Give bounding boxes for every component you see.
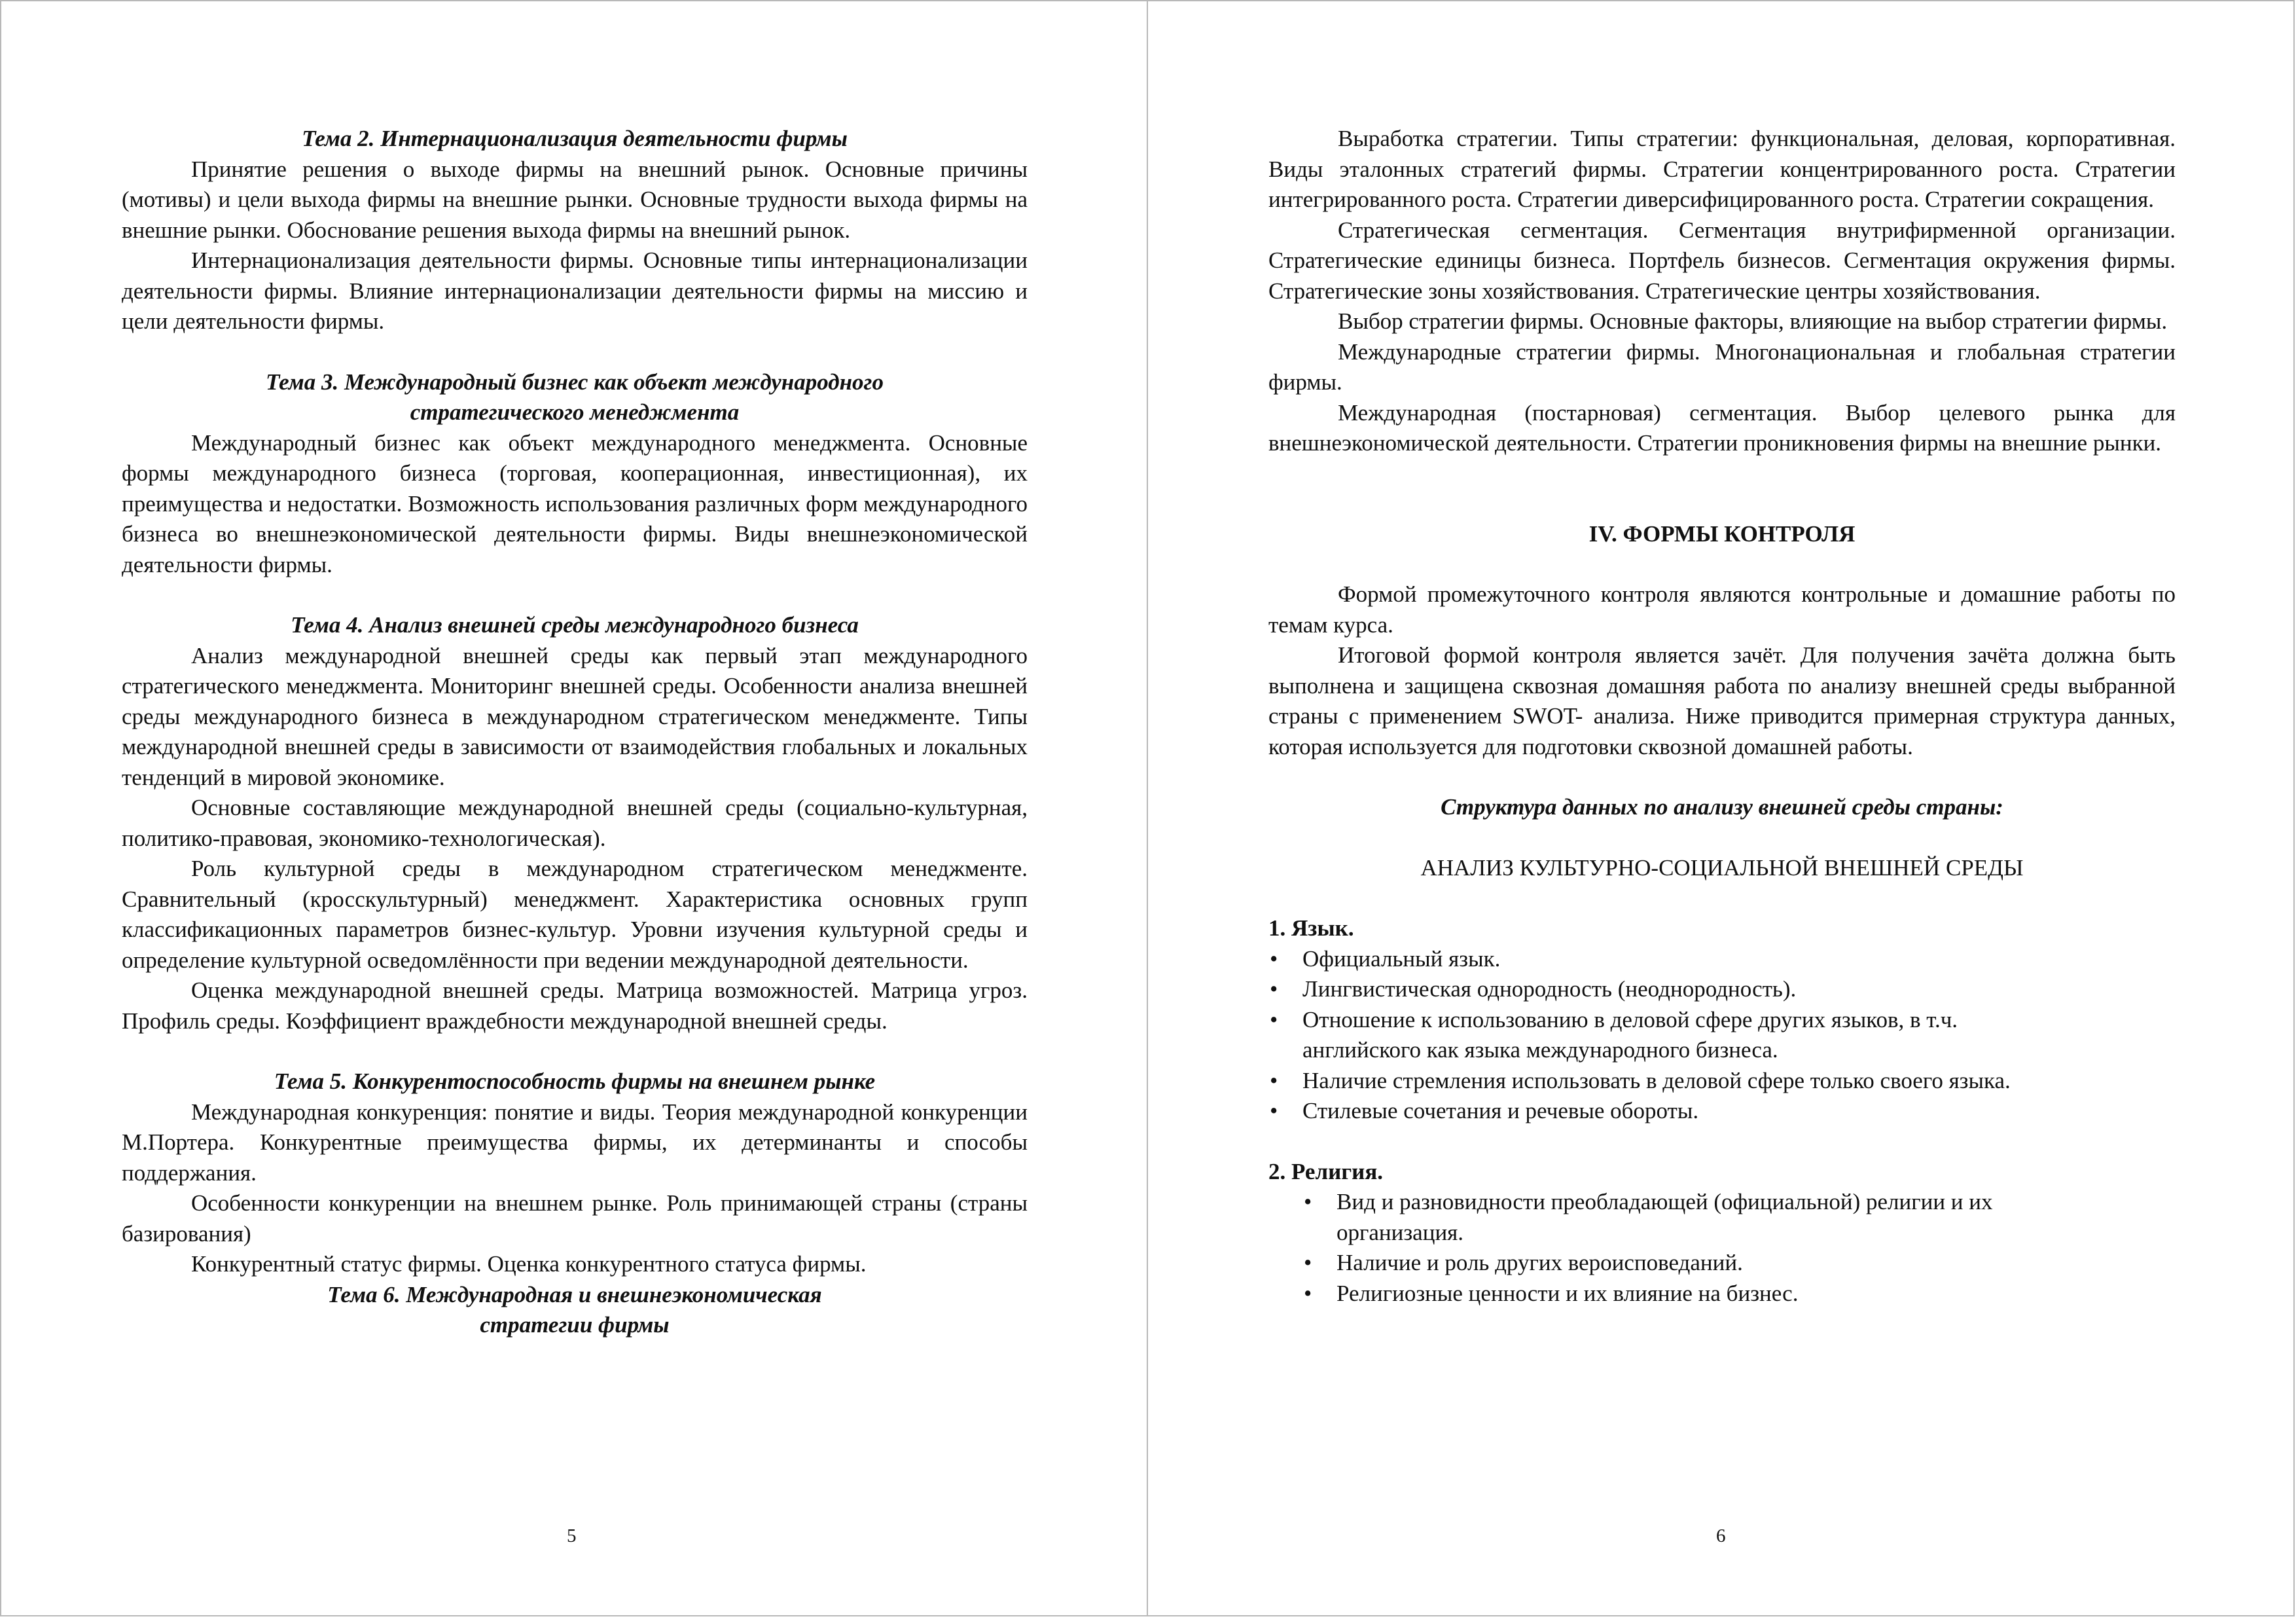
list-item: • Отношение к использованию в деловой сфере других языков, в т.ч. английского как языка международного бизнеса. bbox=[1268, 1005, 2176, 1066]
left-page bbox=[122, 124, 1028, 1341]
topic-5-title: Тема 5. Конкурентоспособность фирмы на внешнем рынке bbox=[274, 1068, 876, 1094]
paragraph: Особенности конкуренции на внешнем рынке. Роль принимающей страны (страны базирования) bbox=[122, 1190, 1028, 1247]
paragraph: Международная (постарновая) сегментация. Выбор целевого рынка для внешнеэкономической деятельности. Стратегии проникновения фирмы на внешние рынки. bbox=[1268, 399, 2176, 456]
topic-6-title-line1: Тема 6. Международная и внешнеэкономическая bbox=[327, 1281, 822, 1307]
page-number-right: 6 bbox=[1716, 1525, 1726, 1546]
analysis-heading: АНАЛИЗ КУЛЬТУРНО-СОЦИАЛЬНОЙ ВНЕШНЕЙ СРЕДЫ bbox=[1420, 854, 2024, 881]
structure-title: Структура данных по анализу внешней среды страны: bbox=[1441, 794, 2003, 820]
topic-3-title-line1: Тема 3. Международный бизнес как объект международного bbox=[266, 369, 884, 395]
list-item: • Наличие и роль других вероисповеданий. bbox=[1268, 1248, 2176, 1279]
paragraph: Оценка международной внешней среды. Матрица возможностей. Матрица угроз. Профиль среды. Коэффициент враждебности международной внешней среды. bbox=[122, 977, 1028, 1034]
topic-6-title-line2: стратегии фирмы bbox=[480, 1312, 670, 1338]
topic-3-title-line2: стратегического менеджмента bbox=[410, 399, 740, 425]
list-item: • Вид и разновидности преобладающей (официальной) религии и их организация. bbox=[1268, 1187, 2176, 1248]
language-list bbox=[1268, 944, 2176, 1127]
paragraph: Принятие решения о выходе фирмы на внешний рынок. Основные причины (мотивы) и цели выхода фирмы на внешние рынки. Основные трудности выхода фирмы на внешние рынки. Обоснование решения выхода фирмы на внешний рынок. bbox=[122, 156, 1028, 243]
paragraph: Международная конкуренция: понятие и виды. Теория международной конкуренции М.Портера. Конкурентные преимущества фирмы, их детерминанты и способы поддержания. bbox=[122, 1099, 1028, 1186]
list-item: • Религиозные ценности и их влияние на бизнес. bbox=[1268, 1279, 2176, 1309]
paragraph: Формой промежуточного контроля являются контрольные и домашние работы по темам курса. bbox=[1268, 581, 2176, 638]
paragraph: Международные стратегии фирмы. Многонациональная и глобальная стратегии фирмы. bbox=[1268, 338, 2176, 395]
paragraph: Конкурентный статус фирмы. Оценка конкурентного статуса фирмы. bbox=[191, 1251, 867, 1277]
paragraph: Интернационализация деятельности фирмы. Основные типы интернационализации деятельности фирмы. Влияние интернационализации деятельности фирмы на миссию и цели деятельности фирмы. bbox=[122, 247, 1028, 334]
paragraph: Основные составляющие международной внешней среды (социально-культурная, политико-правовая, экономико-технологическая). bbox=[122, 795, 1028, 851]
language-heading: 1. Язык. bbox=[1268, 915, 1354, 941]
paragraph: Стратегическая сегментация. Сегментация внутрифирменной организации. Стратегические единицы бизнеса. Портфель бизнесов. Сегментация окружения фирмы. Стратегические зоны хозяйствования. Стратегические центры хозяйствования. bbox=[1268, 217, 2176, 304]
list-item: • Лингвистическая однородность (неоднородность). bbox=[1268, 974, 2176, 1005]
paragraph: Роль культурной среды в международном стратегическом менеджменте. Сравнительный (кросскультурный) менеджмент. Характеристика основных групп классификационных параметров бизнес-культур. Уровни изучения культурной среды и определение культурной осведомлённости при ведении международной деятельности. bbox=[122, 856, 1028, 973]
paragraph: Международный бизнес как объект международного менеджмента. Основные формы международного бизнеса (торговая, кооперационная, инвестиционная), их преимущества и недостатки. Возможность использования различных форм международного бизнеса во внешнеэкономической деятельности фирмы. Виды внешнеэкономической деятельности фирмы. bbox=[122, 429, 1028, 577]
topic-4-title: Тема 4. Анализ внешней среды международного бизнеса bbox=[291, 612, 859, 638]
right-page bbox=[1268, 124, 2176, 1309]
list-item: • Стилевые сочетания и речевые обороты. bbox=[1268, 1096, 2176, 1127]
section-title: IV. ФОРМЫ КОНТРОЛЯ bbox=[1588, 520, 1856, 547]
list-item: • Официальный язык. bbox=[1268, 944, 2176, 975]
list-item: • Наличие стремления использовать в деловой сфере только своего языка. bbox=[1268, 1066, 2176, 1097]
religion-list bbox=[1268, 1187, 2176, 1309]
page-divider bbox=[1147, 0, 1148, 1616]
page-number-left: 5 bbox=[567, 1525, 577, 1546]
paragraph: Итоговой формой контроля является зачёт. Для получения зачёта должна быть выполнена и защищена сквозная домашняя работа по анализу внешней среды выбранной страны с применением SWOT- анализа. Ниже приводится примерная структура данных, которая используется для подготовки сквозной домашней работы. bbox=[1268, 642, 2176, 759]
topic-2-title: Тема 2. Интернационализация деятельности фирмы bbox=[302, 126, 848, 151]
paragraph: Выбор стратегии фирмы. Основные факторы, влияющие на выбор стратегии фирмы. bbox=[1338, 308, 2168, 334]
religion-heading: 2. Религия. bbox=[1268, 1158, 1383, 1184]
paragraph: Выработка стратегии. Типы стратегии: функциональная, деловая, корпоративная. Виды эталонных стратегий фирмы. Стратегии концентрированного роста. Стратегии интегрированного роста. Стратегии диверсифицированного роста. Стратегии сокращения. bbox=[1268, 126, 2176, 212]
paragraph: Анализ международной внешней среды как первый этап международного стратегического менеджмента. Мониторинг внешней среды. Особенности анализа внешней среды международного бизнеса в международном стратегическом менеджменте. Типы международной внешней среды в зависимости от взаимодействия глобальных и локальных тенденций в мировой экономике. bbox=[122, 642, 1028, 790]
